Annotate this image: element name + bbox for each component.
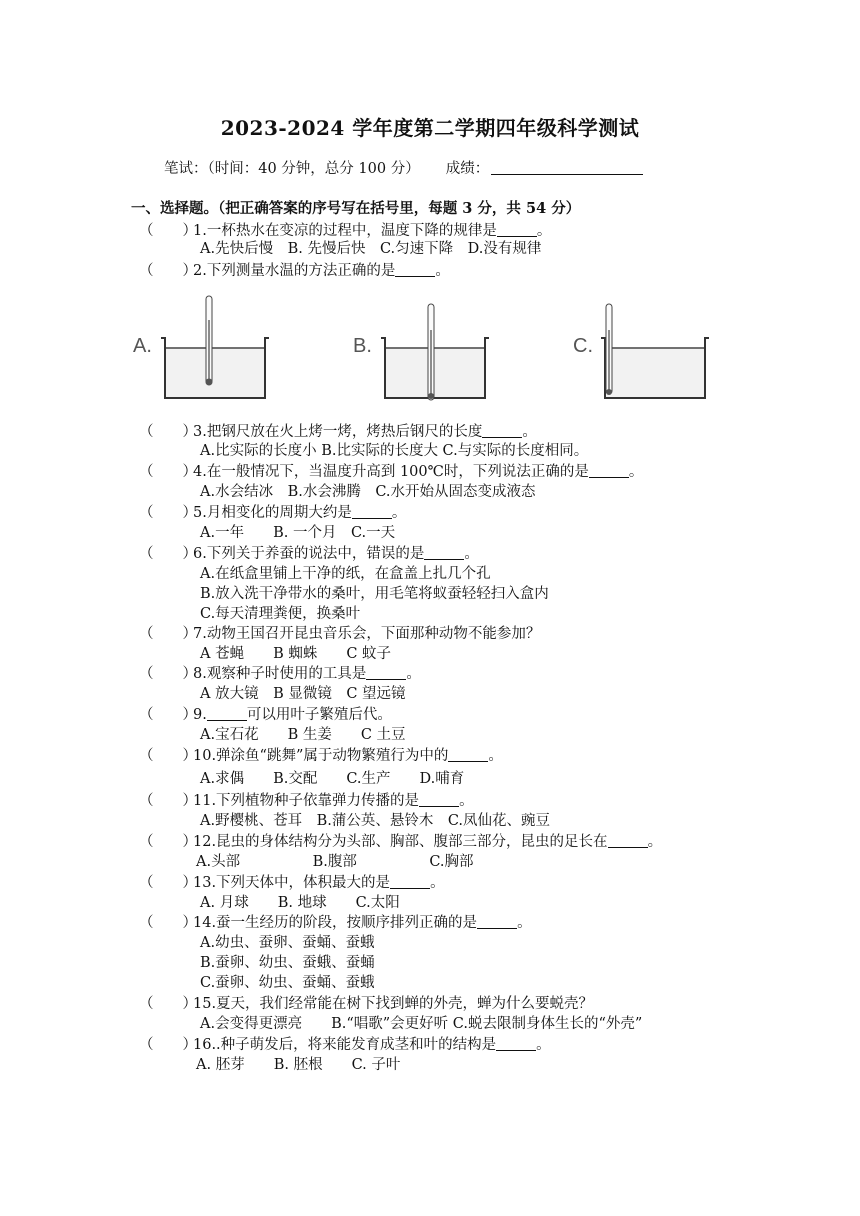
question-text: 5.月相变化的周期大约是 <box>193 505 352 521</box>
answer-blank[interactable] <box>496 1036 536 1051</box>
question-text-end: 。 <box>517 915 532 931</box>
question-6 <box>139 545 479 563</box>
question-text: 6.下列关于养蚕的说法中，错误的是 <box>193 546 425 562</box>
answer-blank[interactable] <box>395 262 435 277</box>
question-7-options: A 苍蝇 B 蜘蛛 C 蚊子 <box>200 646 392 662</box>
answer-paren[interactable]: （ ） <box>139 748 197 764</box>
question-6-option-c: C.每天清理粪便，换桑叶 <box>200 606 361 622</box>
answer-paren[interactable]: （ ） <box>139 793 197 809</box>
answer-paren[interactable]: （ ） <box>139 263 197 279</box>
question-12-options: A.头部 B.腹部 C.胸部 <box>196 854 474 870</box>
question-11-options: A.野樱桃、苍耳 B.蒲公英、悬铃木 C.凤仙花、豌豆 <box>200 813 551 829</box>
answer-paren[interactable]: （ ） <box>139 875 197 891</box>
question-text-end: 。 <box>435 263 450 279</box>
answer-blank[interactable] <box>477 914 517 929</box>
answer-paren[interactable]: （ ） <box>139 707 197 723</box>
question-16 <box>139 1036 551 1054</box>
beaker-thermometer-a <box>157 290 297 402</box>
question-14-option-a: A.幼虫、蚕卵、蚕蛹、蚕蛾 <box>200 935 375 951</box>
question-text: 14.蚕一生经历的阶段，按顺序排列正确的是 <box>193 915 478 931</box>
beaker-thermometer-b <box>377 290 517 402</box>
question-5 <box>139 504 406 522</box>
score-label: 成绩： <box>445 161 490 177</box>
question-7 <box>139 625 540 643</box>
answer-blank[interactable] <box>419 792 459 807</box>
question-3-options: A.比实际的长度小 B.比实际的长度大 C.与实际的长度相同。 <box>200 443 589 459</box>
answer-paren[interactable]: （ ） <box>139 223 197 239</box>
answer-blank[interactable] <box>448 747 488 762</box>
question-14-option-b: B.蚕卵、幼虫、蚕蛾、蚕蛹 <box>200 955 375 971</box>
question-15-options: A.会变得更漂亮 B.“唱歌”会更好听 C.蜕去限制身体生长的“外壳” <box>200 1016 643 1032</box>
question-16-options: A. 胚芽 B. 胚根 C. 子叶 <box>196 1057 401 1073</box>
question-6-option-b: B.放入洗干净带水的桑叶，用毛笔将蚁蚕轻轻扫入盒内 <box>200 586 549 602</box>
answer-blank[interactable] <box>207 706 247 721</box>
question-text: 12.昆虫的身体结构分为头部、胸部、腹部三部分，昆虫的足长在 <box>193 834 608 850</box>
question-text-end: 。 <box>628 464 644 480</box>
question-text-end: 。 <box>406 666 421 682</box>
question-2 <box>139 262 450 280</box>
question-3 <box>139 423 537 441</box>
question-text: 11.下列植物种子依靠弹力传播的是 <box>193 793 420 809</box>
figure-label-c: C. <box>573 335 593 357</box>
question-text: 4.在一般情况下，当温度升高到 100℃时，下列说法正确的是 <box>193 464 589 480</box>
question-text-end: 。 <box>430 875 445 891</box>
question-text-end: 可以用叶子繁殖后代。 <box>246 707 392 723</box>
answer-blank[interactable] <box>390 874 430 889</box>
answer-blank[interactable] <box>589 463 629 478</box>
answer-paren[interactable]: （ ） <box>139 666 197 682</box>
question-text: 10.弹涂鱼“跳舞”属于动物繁殖行为中的 <box>193 748 449 764</box>
question-15 <box>139 995 593 1013</box>
question-6-option-a: A.在纸盒里铺上干净的纸，在盒盖上扎几个孔 <box>200 566 491 582</box>
question-text-end: 。 <box>647 834 663 850</box>
question-text: 1.一杯热水在变凉的过程中，温度下降的规律是 <box>193 223 497 239</box>
answer-blank[interactable] <box>424 545 464 560</box>
question-text-end: 。 <box>522 424 537 440</box>
exam-title: 2023-2024 学年度第二学期四年级科学测试 <box>220 116 640 140</box>
question-text: 9. <box>193 707 207 723</box>
question-12 <box>139 833 662 851</box>
score-blank-line[interactable] <box>491 160 643 175</box>
answer-paren[interactable]: （ ） <box>139 424 197 440</box>
figure-label-b: B. <box>353 335 372 357</box>
question-5-options: A.一年 B. 一个月 C.一天 <box>200 525 396 541</box>
question-14-option-c: C.蚕卵、幼虫、蚕蛹、蚕蛾 <box>200 975 375 991</box>
answer-paren[interactable]: （ ） <box>139 834 197 850</box>
figure-label-a: A. <box>133 335 152 357</box>
question-1-options: A.先快后慢 B. 先慢后快 C.匀速下降 D.没有规律 <box>200 241 542 257</box>
question-text: 7.动物王国召开昆虫音乐会，下面那种动物不能参加？ <box>193 626 541 642</box>
question-text: 16..种子萌发后，将来能发育成茎和叶的结构是 <box>193 1037 497 1053</box>
answer-blank[interactable] <box>608 833 648 848</box>
answer-blank[interactable] <box>497 222 537 237</box>
question-10 <box>139 747 503 765</box>
question-9 <box>139 706 392 724</box>
question-1 <box>139 222 551 240</box>
question-14 <box>139 914 532 932</box>
beaker-thermometer-c <box>597 290 737 402</box>
answer-paren[interactable]: （ ） <box>139 915 197 931</box>
answer-blank[interactable] <box>352 504 392 519</box>
answer-paren[interactable]: （ ） <box>139 464 197 480</box>
exam-info: 笔试：（时间：40 分钟，总分 100 分） <box>164 161 420 177</box>
question-4-options: A.水会结冰 B.水会沸腾 C.水开始从固态变成液态 <box>200 484 536 500</box>
question-10-options: A.求偶 B.交配 C.生产 D.哺育 <box>200 771 465 787</box>
question-13 <box>139 874 445 892</box>
question-8 <box>139 665 421 683</box>
answer-paren[interactable]: （ ） <box>139 546 197 562</box>
answer-blank[interactable] <box>366 665 406 680</box>
question-4 <box>139 463 643 481</box>
exam-meta <box>164 157 643 178</box>
question-text: 2.下列测量水温的方法正确的是 <box>193 263 396 279</box>
answer-blank[interactable] <box>482 423 522 438</box>
question-text-end: 。 <box>391 505 407 521</box>
question-9-options: A.宝石花 B 生姜 C 土豆 <box>200 727 406 743</box>
answer-paren[interactable]: （ ） <box>139 996 197 1012</box>
question-text: 15.夏天，我们经常能在树下找到蝉的外壳，蝉为什么要蜕壳？ <box>193 996 594 1012</box>
answer-paren[interactable]: （ ） <box>139 505 197 521</box>
answer-paren[interactable]: （ ） <box>139 1037 197 1053</box>
question-text: 3.把钢尺放在火上烤一烤，烤热后钢尺的长度 <box>193 424 483 440</box>
question-text-end: 。 <box>536 223 552 239</box>
question-8-options: A 放大镜 B 显微镜 C 望远镜 <box>200 686 406 702</box>
question-13-options: A. 月球 B. 地球 C.太阳 <box>200 895 400 911</box>
question-text-end: 。 <box>488 748 503 764</box>
question-11 <box>139 792 474 810</box>
section-heading: 一、选择题。（把正确答案的序号写在括号里，每题 3 分，共 54 分） <box>131 200 581 217</box>
question-text: 8.观察种子时使用的工具是 <box>193 666 367 682</box>
question-text-end: 。 <box>459 793 474 809</box>
question-text-end: 。 <box>464 546 479 562</box>
answer-paren[interactable]: （ ） <box>139 626 197 642</box>
question-text: 13.下列天体中，体积最大的是 <box>193 875 391 891</box>
question-text-end: 。 <box>536 1037 551 1053</box>
